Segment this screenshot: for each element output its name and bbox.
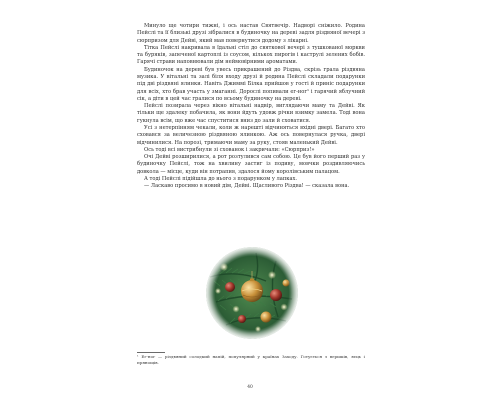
paragraph: Ось тоді всі вистрибнули зі схованок і закричали: «Сюрприз!» xyxy=(144,146,315,153)
paragraph: Пейслі позирала через вікно вітальні надвір, виглядаючи маму та Дейві. Як тільки ще здалеку побачила, як вони йдуть удовж річки взимку замела. Тоді вона гукнула всім, що вже час спуститися вниз до зали й сховатися. xyxy=(137,103,365,124)
paragraph: Тітка Пейслі накривала в їдальні стіл до святкової вечері з тушкованої моркви та буряків, запеченої картоплі із соусом, кількох пирогів і каструлі зелених бобів. Гарячі страви наповнювали дім неймовірними ароматами. xyxy=(137,44,365,66)
page-number: 40 xyxy=(247,385,253,390)
footnote-divider xyxy=(137,352,165,353)
paragraph: — Ласкаво просимо в новий дім, Дейві. Щасливого Різдва! — сказала вона. xyxy=(144,183,350,190)
paragraph: Минуло ще чотири тижні, і ось настав Святвечір. Надворі сніжило. Родина Пейслі та її близькі друзі зібралися в будиночку на дереві задля різдвяної вечері з сюрпризом для Дейві, який мав повернутися додому з лікарні. xyxy=(137,23,365,44)
paragraph: А тоді Пейслі підійшла до нього з подарунком у лапках. xyxy=(144,175,298,182)
christmas-tree-illustration xyxy=(206,247,298,339)
footnote: ¹ Ег-ног — різдвяний солодкий напій, популярний у країнах Заходу. Готується з вершків, яєць і прянощів. xyxy=(137,354,365,365)
paragraph: Усі з нетерпінням чекали, коли ж нарешті відчиняться вхідні двері. Багато хто сховався за величезною різдвяною ялинкою. Аж ось повернулася ручка, двері відчинилися. На порозі, тримаючи маму за руку, стояв маленький Дейві. xyxy=(137,124,365,146)
christmas-tree-ornament-icon xyxy=(206,247,298,339)
paragraph: Очі Дейві розширилися, а рот розтулився сам собою. Це був його перший раз у будиночку Пейслі, тож на хвилину застиг із подиву, мовчки роздивляючись довкола — місце, куди він потрапив, здалося йому королівським палацом. xyxy=(137,154,365,175)
main-text xyxy=(137,23,365,190)
paragraph: Будиночок на дереві був увесь прикрашений до Різдва, скрізь грала різдвяна музика. У вітальні та залі біля входу друзі й родина Пейслі складали подарунки під дві різдвяні ялинки. Навіть Джиммі Білка прийшов у гості й приніс подарунки для всіх, хто брав участь у змаганні. Дорослі попивали ег-ног¹ і гарячий яблучний сік, а діти в цей час гралися по всьому будиночку на дереві. xyxy=(137,66,365,102)
